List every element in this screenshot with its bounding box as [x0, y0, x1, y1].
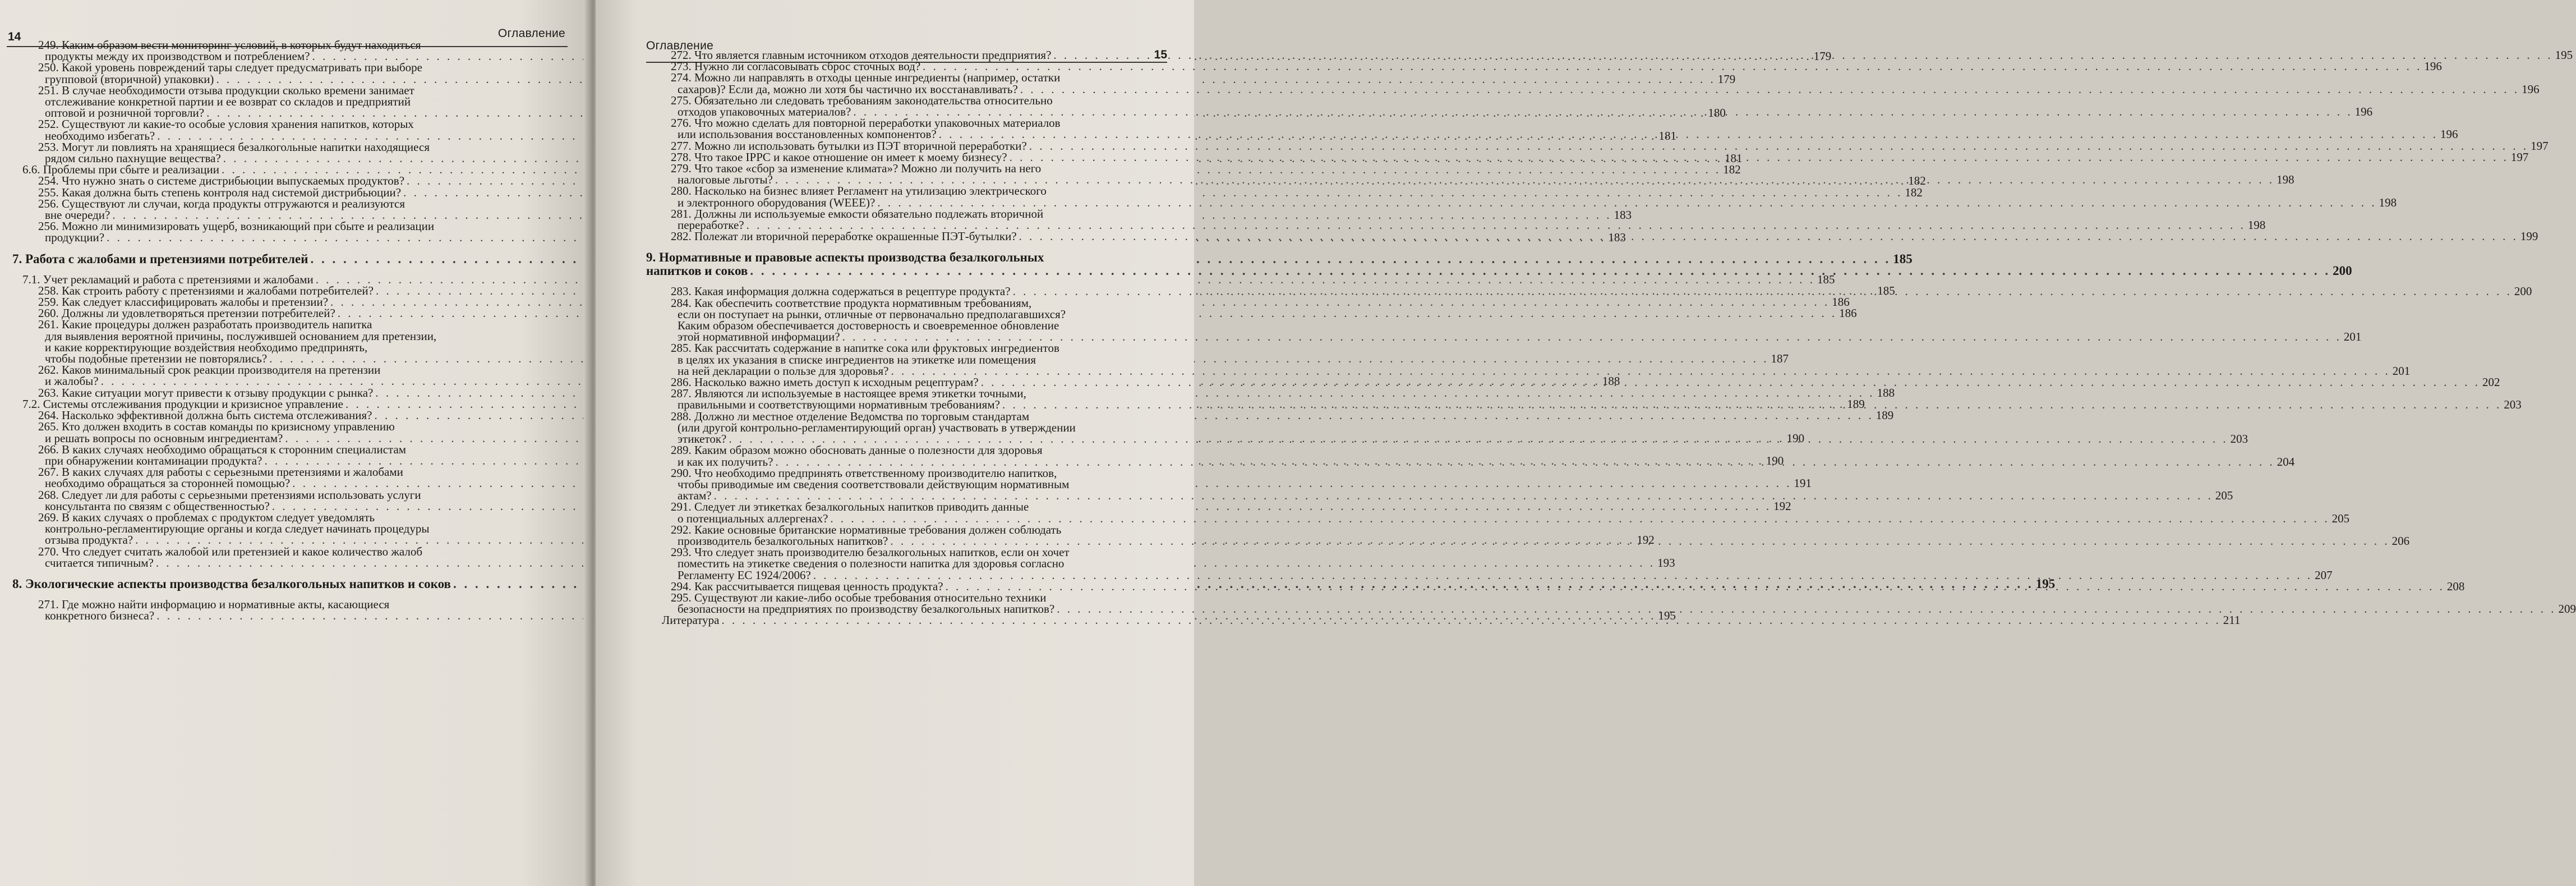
toc-line: 265. Кто должен входить в состав команды по кризисному управлению [38, 420, 395, 434]
toc-line: 295. Существуют ли какие-либо особые требования относительно техники [671, 590, 1047, 604]
toc-line: 287. Являются ли используемые в настоящее время этикетки точными, [671, 387, 1026, 401]
toc-page-number: 190 [1786, 431, 1805, 445]
dot-leader [877, 197, 2376, 208]
toc-line: 284. Как обеспечить соответствие продукта нормативным требованиям, [671, 296, 1032, 310]
toc-line: и жалобы? [45, 374, 99, 388]
toc-line: отходов упаковочных материалов? [678, 105, 851, 119]
toc-line: (или другой контрольно-регламентирующий орган) участвовать в утверждении [678, 420, 1076, 434]
toc-line: на ней декларации о пользе для здоровья? [678, 364, 889, 378]
toc-line: рядом сильно пахнущие вещества? [45, 152, 221, 166]
dot-leader [946, 581, 2445, 592]
toc-page-number: 204 [2277, 455, 2295, 469]
toc-line: 277. Можно ли использовать бутылки из ПЭТ вторичной переработки? [671, 139, 1027, 153]
toc-page-number: 190 [1766, 453, 1784, 467]
toc-line: 279. Что такое «сбор за изменение климата»? Можно ли получить на него [671, 162, 1042, 176]
dot-leader [1002, 399, 2501, 410]
toc-page-number: 180 [1708, 106, 1726, 120]
toc-line: 260. Должны ли удовлетворяться претензии потребителей? [38, 306, 335, 320]
toc-line: 250. Какой уровень повреждений тары следует предусматривать при выборе [38, 61, 422, 75]
toc-line: 272. Что является главным источником отходов деятельности предприятия? [671, 48, 1052, 62]
toc-line: необходимо обращаться за сторонней помощью? [45, 476, 291, 490]
toc-line: конкретного бизнеса? [45, 609, 155, 623]
toc-page-number: 192 [1773, 499, 1791, 513]
dot-leader [981, 374, 2480, 388]
toc-line-with-page [671, 364, 2411, 378]
toc-page-number: 211 [2223, 613, 2241, 627]
left-page-number: 14 [8, 30, 21, 43]
toc-page-number: 181 [1658, 128, 1676, 143]
toc-line: 270. Что следует считать жалобой или претензией и какое количество жалоб [38, 544, 423, 558]
toc-section[interactable] [7, 272, 1835, 286]
toc-line: 7.2. Системы отслеживания продукции и кризисное управление [22, 397, 343, 411]
toc-line: 7.1. Учет рекламаций и работа с претензиями и жалобами [22, 272, 314, 286]
toc-page-number: 187 [1771, 352, 1789, 366]
toc-line: оптовой и розничной торговли? [45, 106, 205, 120]
toc-line: 275. Обязательно ли следовать требованиям законодательства относительно [671, 93, 1053, 107]
toc-page-number: 182 [1905, 185, 1923, 199]
toc-line: и как их получить? [678, 455, 773, 469]
toc-line: 289. Каким образом можно обосновать данные о полезности для здоровья [671, 443, 1043, 457]
toc-line-with-page [671, 568, 2333, 582]
toc-line: 251. В случае необходимости отзыва продукции сколько времени занимает [38, 83, 414, 97]
toc-line: 293. Что следует знать производителю безалкогольных напитков, если он хочет [671, 545, 1070, 559]
toc-line: 273. Нужно ли согласовывать сброс сточных вод? [671, 59, 921, 74]
toc-line: 271. Где можно найти информацию и нормативные акты, касающиеся [38, 597, 390, 611]
toc-line: 264. Насколько эффективной должна быть система отслеживания? [38, 408, 372, 423]
dot-leader [813, 570, 2312, 581]
toc-line: отзыва продукта? [45, 533, 133, 547]
toc-line: производитель безалкогольных напитков? [678, 534, 888, 548]
toc-line: 252. Существуют ли какие-то особые условия хранения напитков, которых [38, 117, 414, 131]
toc-line: чтобы подобные претензии не повторялись? [45, 352, 268, 366]
toc-line: или использования восстановленных компонентов? [678, 127, 937, 141]
toc-line: Литература [662, 613, 720, 627]
toc-line: 276. Что можно сделать для повторной переработки упаковочных материалов [671, 116, 1061, 130]
toc-line: сахаров)? Если да, можно ли хотя бы частично их восстанавливать? [678, 82, 1018, 96]
toc-line: 291. Следует ли этикетках безалкогольных напитков приводить данные [671, 500, 1029, 514]
toc-line: о потенциальных аллергенах? [678, 511, 828, 525]
dot-leader [1010, 152, 2509, 166]
toc-page-number: 193 [1657, 556, 1675, 570]
toc-line: 255. Какая должна быть степень контроля над системой дистрибьюции? [38, 185, 402, 199]
dot-leader [1053, 49, 2552, 61]
toc-line: 292. Какие основные британские нормативные требования должен соблюдать [671, 522, 1062, 536]
toc-page-number: 197 [2531, 139, 2549, 153]
toc-line-with-page [671, 511, 2350, 525]
dot-leader [853, 106, 2352, 120]
toc-line: и электронного оборудования (WEEE)? [678, 195, 875, 209]
toc-line: 268. Следует ли для работы с серьезными претензиями использовать услуги [38, 488, 421, 502]
toc-page-number: 188 [1602, 374, 1620, 388]
dot-leader [1020, 84, 2519, 95]
toc-page-number: 203 [2504, 398, 2522, 412]
dot-leader [1019, 231, 2518, 245]
toc-page-number: 209 [2558, 602, 2576, 616]
toc-line: консультанта по связям с общественностью? [45, 499, 270, 513]
toc-line-with-page [646, 264, 2352, 278]
toc-page-number: 201 [2392, 364, 2411, 378]
toc-line: при обнаружении контаминации продукта? [45, 453, 262, 467]
toc-line: групповой (вторичной) упаковки) [45, 72, 214, 86]
toc-page-number: 196 [2440, 127, 2458, 141]
dot-leader [721, 614, 2220, 626]
toc-page-number: 198 [2247, 218, 2266, 232]
toc-page-number: 183 [1614, 208, 1632, 222]
toc-line: вне очереди? [45, 208, 110, 222]
dot-leader [890, 535, 2389, 547]
right-running-head: Оглавление [646, 39, 714, 52]
toc-page-number: 199 [2520, 229, 2538, 244]
toc-line: 278. Что такое IPPC и какое отношение он имеет к моему бизнесу? [671, 150, 1007, 164]
toc-page-number: 203 [2230, 432, 2248, 446]
dot-leader [750, 264, 2330, 278]
toc-page-number: 188 [1877, 385, 1895, 400]
dot-leader [923, 61, 2422, 72]
toc-line: 259. Как следует классифицировать жалобы и претензии? [38, 295, 329, 309]
toc-line: Каким образом обеспечивается достоверность и своевременное обновление [678, 319, 1059, 333]
toc-line: 253. Могут ли повлиять на хранящиеся безалкогольные напитки находящиеся [38, 140, 430, 154]
toc-line: 285. Как рассчитать содержание в напитке сока или фруктовых ингредиентов [671, 341, 1059, 355]
toc-line-with-page [671, 330, 2362, 344]
toc-page-number: 186 [1839, 306, 1857, 320]
toc-line-with-page [671, 195, 2397, 209]
toc-page-number: 195 [2035, 576, 2056, 591]
dot-leader [775, 174, 2274, 188]
toc-line: 290. Что необходимо предпринять ответственному производителю напитков, [671, 466, 1057, 480]
toc-line: считается типичным? [45, 556, 154, 570]
toc-page-number: 186 [1832, 295, 1850, 309]
toc-question[interactable] [646, 59, 2442, 74]
toc-line: поместить на этикетке сведения о полезности напитка для здоровья согласно [678, 557, 1064, 571]
toc-page-number: 208 [2446, 579, 2465, 593]
toc-page-number: 202 [2482, 375, 2500, 389]
toc-line: 266. В каких случаях необходимо обращаться к сторонним специалистам [38, 442, 407, 456]
toc-page-number: 185 [1877, 283, 1895, 297]
dot-leader [1013, 283, 2512, 297]
toc-line: 7. Работа с жалобами и претензиями потребителей [12, 251, 308, 266]
toc-line: 262. Каков минимальный срок реакции производителя на претензии [38, 363, 381, 377]
toc-line: 294. Как рассчитывается пищевая ценность продукта? [671, 579, 943, 593]
toc-line-with-page [671, 218, 2266, 232]
toc-page-number: 183 [1608, 231, 1626, 245]
dot-leader [714, 490, 2213, 501]
dot-leader [746, 219, 2246, 231]
section-gap [7, 244, 568, 253]
dot-leader [775, 453, 2274, 467]
toc-page-number: 206 [2391, 534, 2410, 548]
left-running-head: Оглавление [497, 27, 565, 40]
toc-line: этикеток? [678, 432, 727, 446]
toc-page-number: 198 [2379, 195, 2397, 209]
toc-page-number: 197 [2510, 150, 2529, 164]
toc-line: правильными и соответствующими нормативным требованиям? [678, 398, 1000, 412]
toc-page-number: 195 [1658, 609, 1676, 623]
section-gap [646, 242, 1207, 251]
toc-line: 267. В каких случаях для работы с серьезными претензиями и жалобами [38, 465, 403, 479]
toc-line: 249. Каким образом вести мониторинг условий, в которых будут находиться [38, 38, 421, 52]
toc-page-number: 181 [1725, 152, 1743, 166]
toc-line: 283. Какая информация должна содержаться в рецептуре продукта? [671, 284, 1011, 299]
toc-line: и решать вопросы по основным ингредиентам? [45, 431, 283, 445]
toc-page-number: 205 [2331, 511, 2350, 525]
toc-line: если он поступает на рынки, отличные от первоначально предполагавшихся? [678, 307, 1066, 321]
toc-page-number: 189 [1847, 397, 1865, 411]
right-page-number: 15 [1154, 48, 1167, 61]
toc-line: 261. Какие процедуры должен разработать производитель напитка [38, 318, 372, 332]
toc-line: продукты между их производством и потреблением? [45, 49, 310, 63]
toc-page-number: 205 [2215, 489, 2233, 503]
toc-page-number: 200 [2514, 284, 2532, 299]
dot-leader [1029, 140, 2528, 152]
toc-line-with-page [671, 489, 2233, 503]
toc-line: этой нормативной информации? [678, 330, 840, 344]
toc-line: 254. Что нужно знать о системе дистрибьюции выпускаемых продуктов? [38, 174, 405, 188]
toc-page-number: 185 [1817, 272, 1835, 286]
toc-page-number: 198 [2277, 173, 2294, 187]
toc-line-with-page [22, 272, 1835, 286]
dot-leader [1057, 603, 2556, 614]
toc-line-with-page [671, 139, 2549, 153]
toc-line: 281. Должны ли используемые емкости обязательно подлежать вторичной [671, 206, 1044, 221]
toc-line: 9. Нормативные и правовые аспекты производства безалкогольных [646, 250, 1044, 265]
toc-line: 263. Какие ситуации могут привести к отзыву продукции с рынка? [38, 385, 374, 400]
toc-page-number: 189 [1875, 408, 1894, 423]
toc-line: 6.6. Проблемы при сбыте и реализации [22, 163, 219, 177]
dot-leader [939, 128, 2438, 143]
toc-line: 8. Экологические аспекты производства безалкогольных напитков и соков [12, 576, 451, 591]
toc-page-number: 195 [2555, 48, 2573, 62]
section-gap [7, 568, 568, 577]
toc-line: отслеживание конкретной партии и ее возврат со складов и предприятий [45, 95, 411, 109]
toc-line: 274. Можно ли направлять в отходы ценные ингредиенты (например, остатки [671, 71, 1061, 85]
toc-line: чтобы приводимые им сведения соответствовали действующим нормативным [678, 477, 1070, 491]
toc-line: 288. Должно ли местное отделение Ведомства по торговым стандартам [671, 409, 1030, 423]
dot-leader [842, 331, 2342, 342]
toc-line: в целях их указания в списке ингредиентов на этикетке или помещения [678, 352, 1036, 366]
dot-leader [891, 365, 2390, 377]
toc-line: безопасности на предприятиях по производству безалкогольных напитков? [678, 602, 1055, 616]
toc-line: для выявления вероятной причины, послужившей основанием для претензии, [45, 329, 437, 343]
toc-page-number: 192 [1637, 533, 1655, 547]
toc-line: напитков и соков [646, 264, 748, 278]
toc-line-with-page [671, 82, 2540, 96]
toc-page-number: 201 [2343, 330, 2362, 344]
toc-page-number: 196 [2522, 82, 2540, 96]
toc-line: и какие корректирующие воздействия необходимо предпринять, [45, 340, 368, 354]
toc-line-with-page [671, 59, 2442, 74]
toc-line: 280. Насколько на бизнес влияет Регламент на утилизацию электрического [671, 184, 1047, 198]
dot-leader [729, 433, 2228, 444]
toc-page-number: 196 [2424, 59, 2442, 74]
toc-line: Регламенту ЕС 1924/2006? [678, 568, 811, 582]
dot-leader [830, 513, 2329, 524]
toc-line: контрольно-регламентирующие органы и когда следует начинать процедуры [45, 522, 430, 536]
toc-page-number: 207 [2315, 568, 2333, 582]
toc-page-number: 179 [1813, 49, 1832, 63]
toc-page-number: 191 [1794, 476, 1812, 490]
toc-page-number: 200 [2333, 264, 2352, 278]
toc-line: переработке? [678, 218, 744, 232]
toc-page-number: 182 [1723, 163, 1741, 177]
toc-line: 258. Как строить работу с претензиями и жалобами потребителей? [38, 283, 374, 297]
toc-page-number: 179 [1717, 72, 1736, 86]
toc-line: 282. Полежат ли вторичной переработке окрашенные ПЭТ-бутылки? [671, 229, 1017, 244]
toc-page-number: 196 [2354, 105, 2373, 119]
toc-line: 286. Насколько важно иметь доступ к исходным рецептурам? [671, 375, 979, 389]
toc-line: 256. Можно ли минимизировать ущерб, возникающий при сбыте и реализации [38, 219, 435, 233]
toc-question[interactable] [646, 139, 2549, 153]
toc-page-number: 185 [1893, 251, 1913, 266]
toc-line: необходимо избегать? [45, 128, 155, 143]
toc-line: 256. Существуют ли случаи, когда продукты отгружаются и реализуются [38, 196, 405, 210]
toc-line: налоговые льготы? [678, 173, 773, 187]
toc-page-number: 182 [1908, 174, 1926, 188]
toc-line: 269. В каких случаях о проблемах с продуктом следует уведомлять [38, 510, 375, 524]
toc-line: продукции? [45, 231, 105, 245]
toc-line: актам? [678, 489, 712, 503]
